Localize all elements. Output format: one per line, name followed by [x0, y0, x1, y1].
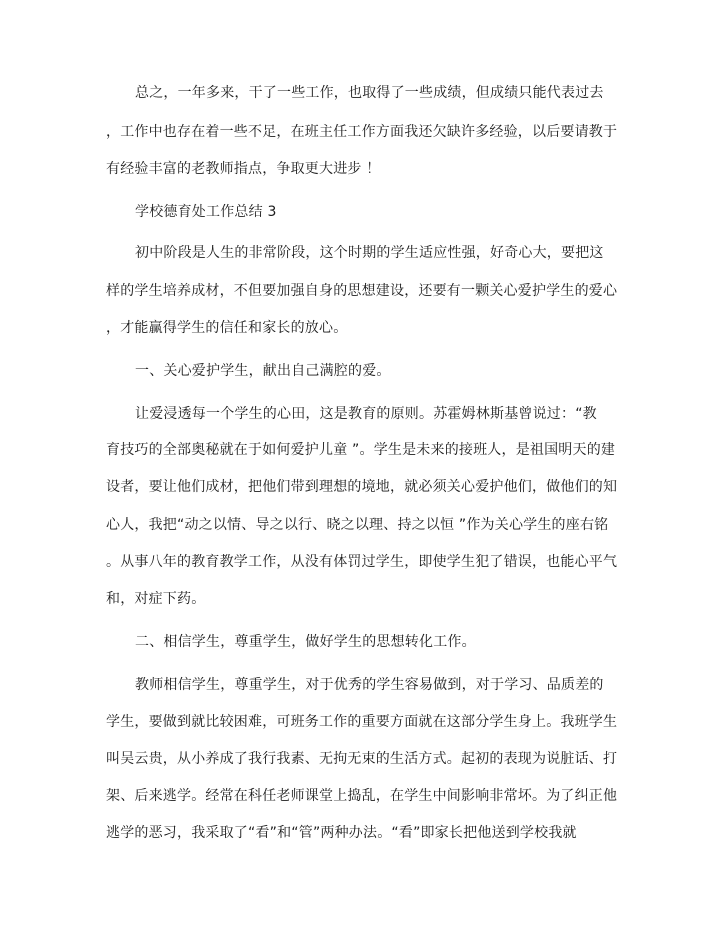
paragraph-line: 总之，一年多来，干了一些工作，也取得了一些成绩，但成绩只能代表过去 [135, 85, 604, 101]
section-heading: 二、相信学生，尊重学生，做好学生的思想转化工作。 [135, 634, 476, 650]
paragraph-line: ，才能赢得学生的信任和家长的放心。 [106, 320, 348, 336]
paragraph-line: ，工作中也存在着一些不足，在班主任工作方面我还欠缺许多经验，以后要请教于 [106, 124, 618, 140]
paragraph-line: 学生，要做到就比较困难，可班务工作的重要方面就在这部分学生身上。我班学生 [106, 714, 618, 730]
paragraph-line: 初中阶段是人生的非常阶段，这个时期的学生适应性强，好奇心大，要把这 [135, 245, 604, 261]
paragraph-line: 逃学的恶习，我采取了“看”和“管”两种办法。“看”即家长把他送到学校我就 [106, 825, 577, 841]
section-title: 学校德育处工作总结 3 [135, 204, 277, 220]
paragraph-line: 叫吴云贵，从小养成了我行我素、无拘无束的生活方式。起初的表现为说脏话、打 [106, 751, 618, 767]
section-heading: 一、关心爱护学生，献出自己满腔的爱。 [135, 363, 391, 379]
paragraph-line: 育技巧的全部奥秘就在于如何爱护儿童 ”。学生是未来的接班人，是祖国明天的建 [106, 442, 616, 458]
paragraph-line: 让爱浸透每一个学生的心田，这是教育的原则。苏霍姆林斯基曾说过：“教 [135, 406, 597, 422]
paragraph-line: 设者，要让他们成材，把他们带到理想的境地，就必须关心爱护他们，做他们的知 [106, 479, 618, 495]
paragraph-line: 有经验丰富的老教师指点，争取更大进步 ！ [106, 161, 381, 177]
paragraph-line: 教师相信学生，尊重学生，对于优秀的学生容易做到，对于学习、品质差的 [135, 677, 604, 693]
paragraph-line: 样的学生培养成材，不但要加强自身的思想建设，还要有一颗关心爱护学生的爱心 [106, 283, 618, 299]
paragraph-line: 架、后来逃学。经常在科任老师课堂上捣乱，在学生中间影响非常坏。为了纠正他 [106, 788, 618, 804]
paragraph-line: 和，对症下药。 [106, 591, 206, 607]
paragraph-line: 心人，我把“动之以情、导之以行、晓之以理、持之以恒 ”作为关心学生的座右铭 [106, 517, 609, 533]
paragraph-line: 。从事八年的教育教学工作，从没有体罚过学生，即使学生犯了错误，也能心平气 [106, 554, 618, 570]
